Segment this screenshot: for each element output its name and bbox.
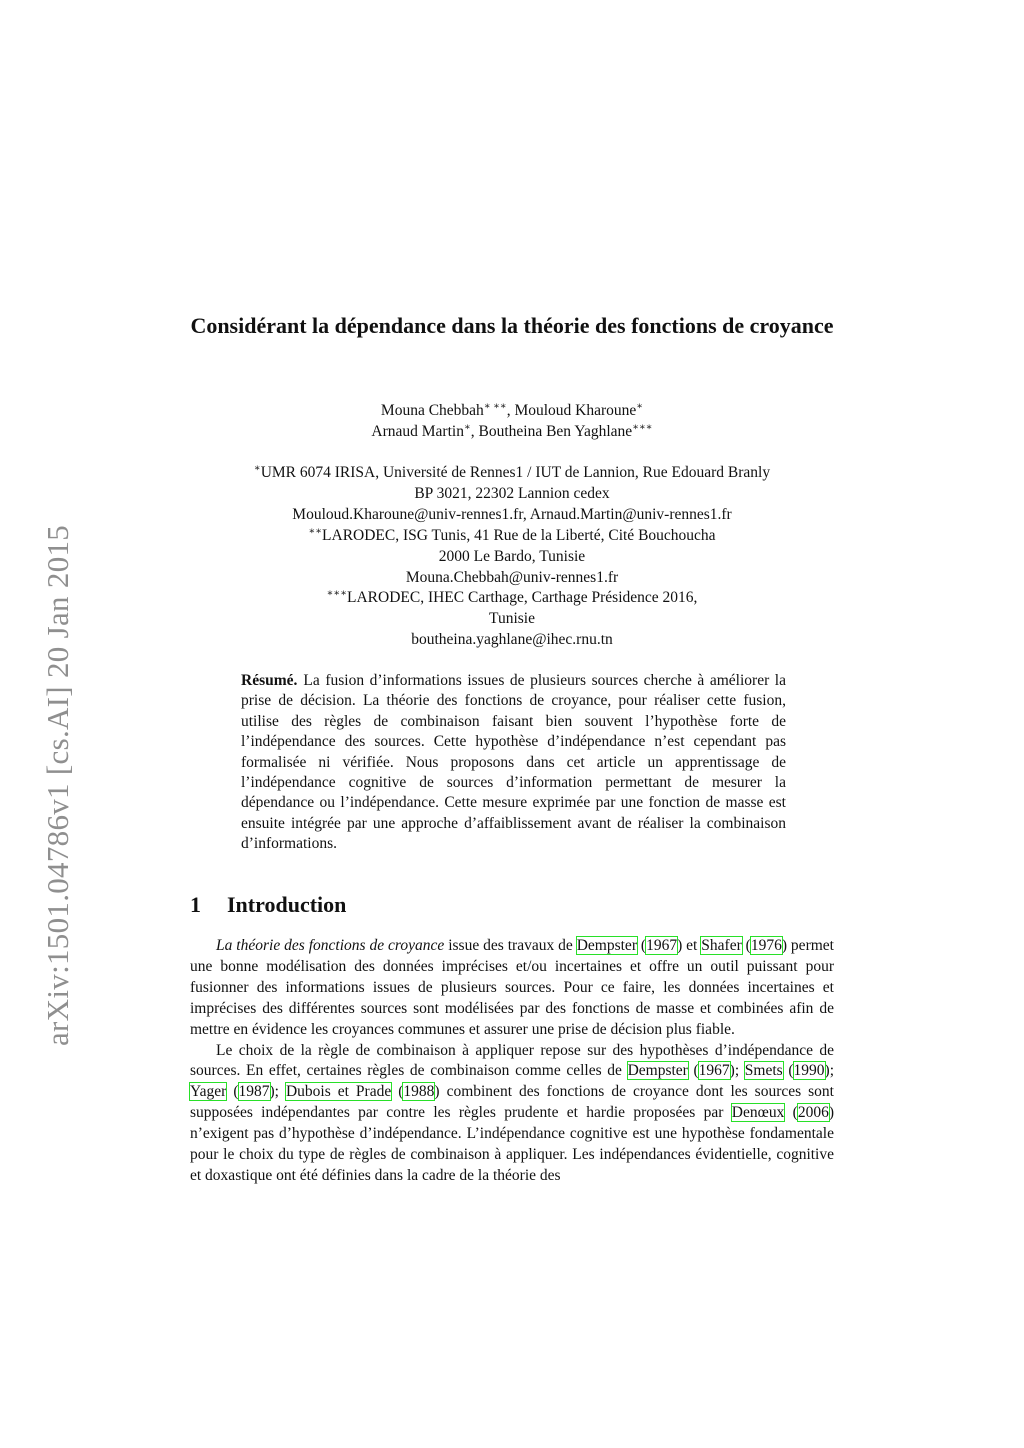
affiliation-mark: ∗ <box>463 422 471 433</box>
author-name: , Mouloud Kharoune <box>506 402 637 419</box>
citation-link[interactable]: Dubois et Prade <box>285 1083 392 1101</box>
arxiv-identifier-stamp: arXiv:1501.04786v1 [cs.AI] 20 Jan 2015 <box>40 524 75 1046</box>
author-name: , Boutheina Ben Yaghlane <box>470 423 633 440</box>
affiliation-block <box>190 463 834 651</box>
author-line-2 <box>190 421 834 442</box>
affiliation-line: 2000 Le Bardo, Tunisie <box>438 547 586 565</box>
citation-link[interactable]: Denœux <box>731 1104 785 1122</box>
affiliation-mark: ∗ ∗∗ <box>483 401 507 412</box>
affiliation-line: ∗UMR 6074 IRISA, Université de Rennes1 / IUT de Lannion, Rue Edouard Branly <box>253 463 771 481</box>
paper-title: Considérant la dépendance dans la théorie des fonctions de croyance <box>190 313 834 338</box>
author-list <box>190 400 834 442</box>
affiliation-line: Tunisie <box>489 610 535 628</box>
affiliation-mark: ∗∗∗ <box>326 588 347 600</box>
affiliation-line: BP 3021, 22302 Lannion cedex <box>414 484 610 502</box>
citation-link[interactable]: Smets <box>744 1062 783 1080</box>
affiliation-mark: ∗∗∗ <box>632 422 653 433</box>
section-number: 1 <box>190 892 201 917</box>
citation-link[interactable]: Yager <box>190 1083 227 1101</box>
section-heading <box>190 889 346 921</box>
introduction-body <box>190 936 834 1187</box>
citation-year-link[interactable]: 1967 <box>646 937 678 954</box>
affiliation-line: ∗∗∗LARODEC, IHEC Carthage, Carthage Présidence 2016, <box>326 588 698 607</box>
affiliation-mark: ∗ <box>636 401 644 412</box>
author-name: Arnaud Martin <box>371 423 464 440</box>
citation-link[interactable]: Dempster <box>576 937 637 954</box>
citation-link[interactable]: Dempster <box>627 1062 688 1080</box>
italic-phrase: La théorie des fonctions de croyance <box>216 937 445 954</box>
citation-year-link[interactable]: 1976 <box>750 937 782 954</box>
abstract-text: La fusion d’informations issues de plusieurs sources cherche à améliorer la prise de décision. La théorie des fonctions de croyance, pour réaliser cette fusion, utilise des règles de combinaison faisant bien souvent l’hypothèse forte de l’indépendance des sources. Cette hypothèse d’indépendance n’est cependant pas formalisée ni vérifiée. Nous proposons dans cet article un apprentissage de l’indépendance cognitive de sources d’information permettant de mesurer la dépendance ou l’indépendance. Cette mesure exprimée par une fonction de masse est ensuite intégrée par une approche d’affaiblissement avant de réaliser la combinaison d’informations. <box>241 672 786 853</box>
author-name: Mouna Chebbah <box>380 402 484 419</box>
affiliation-emails: Mouna.Chebbah@univ-rennes1.fr <box>405 568 619 586</box>
abstract <box>241 671 786 855</box>
citation-year-link[interactable]: 1988 <box>403 1083 435 1101</box>
affiliation-emails: Mouloud.Kharoune@univ-rennes1.fr, Arnaud.Martin@univ-rennes1.fr <box>292 505 732 523</box>
citation-link[interactable]: Shafer <box>701 937 742 954</box>
affiliation-emails: boutheina.yaghlane@ihec.rnu.tn <box>411 631 613 649</box>
citation-year-link[interactable]: 1990 <box>793 1062 825 1080</box>
paragraph: La théorie des fonctions de croyance issue des travaux de Dempster (1967) et Shafer (1976) permet une bonne modélisation des données imprécises et/ou incertaines et offre un outil puissant pour fusionner des informations issues de plusieurs sources. Pour ce faire, les données incertaines et imprécises des différentes sources sont modélisées par des fonctions de masse et combinées afin de mettre en évidence les croyances communes et assurer une prise de décision plus fiable. <box>190 937 834 1038</box>
citation-year-link[interactable]: 1967 <box>698 1062 730 1080</box>
affiliation-line: ∗∗LARODEC, ISG Tunis, 41 Rue de la Liberté, Cité Bouchoucha <box>308 525 716 544</box>
affiliation-mark: ∗∗ <box>308 525 323 537</box>
author-line-1 <box>190 400 834 421</box>
affiliation-mark: ∗ <box>253 463 261 474</box>
section-title: Introduction <box>227 892 347 917</box>
citation-year-link[interactable]: 1987 <box>238 1083 270 1101</box>
paragraph: Le choix de la règle de combinaison à appliquer repose sur des hypothèses d’indépendance de sources. En effet, certaines règles de combinaison comme celles de Dempster (1967); Smets (1990); Yager (1987); Dubois et Prade (1988) combinent des fonctions de croyance dont les sources sont supposées indépendantes par contre les règles prudente et hardie proposées par Denœux (2006) n’exigent pas d’hypothèse d’indépendance. L’indépendance cognitive est une hypothèse fondamentale pour le choix du type de règles de combinaison à appliquer. Les indépendances évidentielle, cognitive et doxastique ont été définies dans la cadre de la théorie des <box>190 1041 834 1184</box>
abstract-label: Résumé. <box>241 672 298 689</box>
citation-year-link[interactable]: 2006 <box>797 1104 829 1122</box>
